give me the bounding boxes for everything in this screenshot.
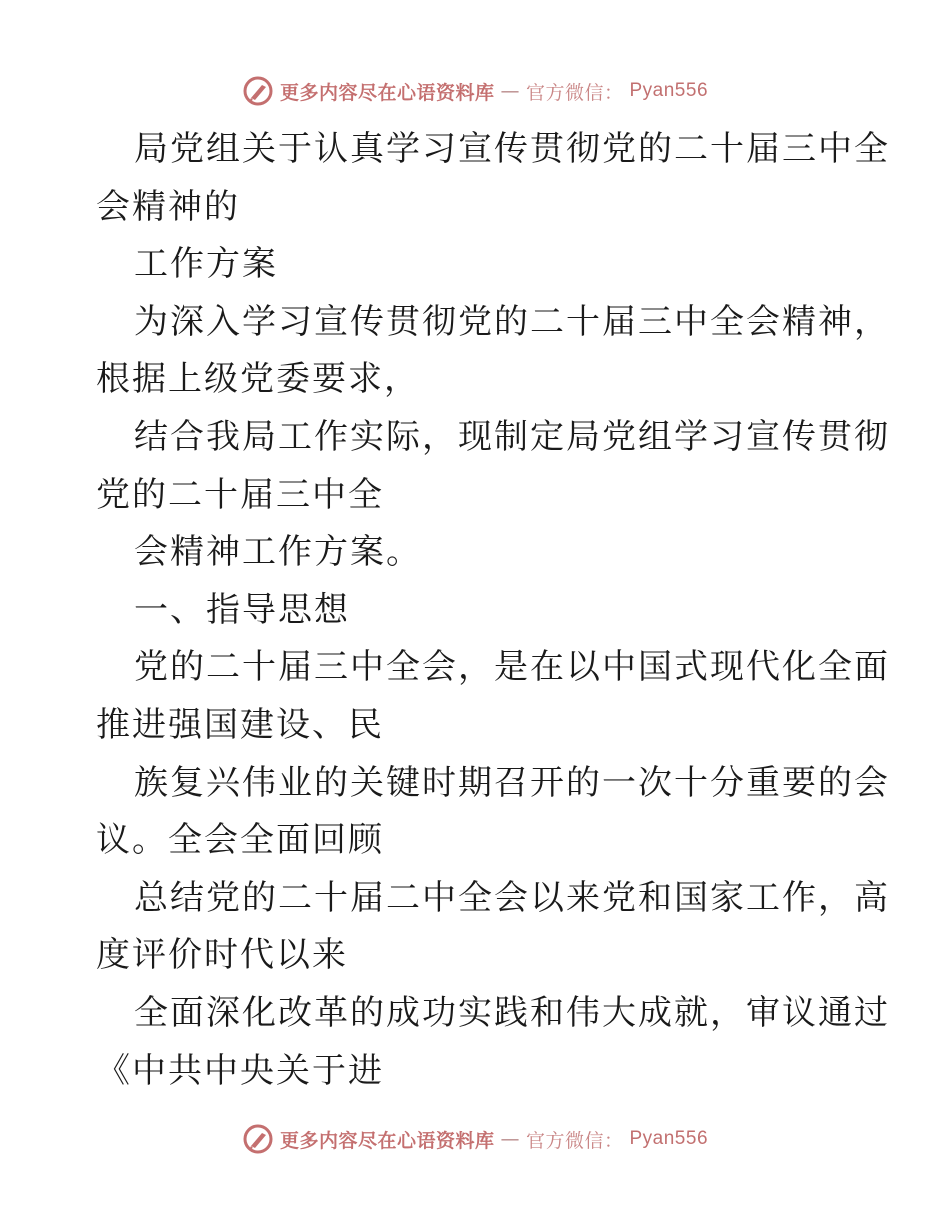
- watermark-header: [0, 71, 950, 111]
- doc-line: 推进强国建设、民: [96, 704, 384, 745]
- doc-line: 议。全会全面回顾: [96, 820, 384, 861]
- doc-line: 根据上级党委要求，: [96, 359, 420, 400]
- watermark-contact-label: 官方微信：: [525, 81, 624, 104]
- doc-line: 一、指导思想: [134, 589, 350, 630]
- watermark-separator: —: [500, 1128, 520, 1150]
- doc-line: 度评价时代以来: [96, 935, 348, 976]
- doc-line: 工作方案: [134, 244, 278, 285]
- watermark-text: 更多内容尽在心语资料库: [279, 1129, 495, 1152]
- doc-line: 党的二十届三中全: [96, 474, 384, 515]
- doc-line: 会精神的: [96, 186, 240, 227]
- watermark-separator: —: [500, 80, 520, 102]
- watermark-text: 更多内容尽在心语资料库: [279, 81, 495, 104]
- doc-line: 全面深化改革的成功实践和伟大成就，审议通过: [134, 992, 890, 1033]
- watermark-footer: [0, 1119, 950, 1159]
- doc-line: 《中共中央关于进: [96, 1050, 384, 1091]
- doc-line: 党的二十届三中全会，是在以中国式现代化全面: [134, 647, 890, 688]
- doc-line: 结合我局工作实际，现制定局党组学习宣传贯彻: [134, 416, 890, 457]
- doc-line: 族复兴伟业的关键时期召开的一次十分重要的会: [134, 762, 890, 803]
- pen-logo-icon: [242, 1123, 274, 1155]
- watermark-contact-label: 官方微信：: [525, 1129, 624, 1152]
- doc-line: 局党组关于认真学习宣传贯彻党的二十届三中全: [134, 129, 890, 169]
- doc-line: 总结党的二十届二中全会以来党和国家工作，高: [134, 877, 890, 918]
- document-body: [96, 121, 890, 1100]
- pen-logo-icon: [242, 75, 274, 107]
- doc-line: 为深入学习宣传贯彻党的二十届三中全会精神，: [134, 301, 890, 342]
- watermark-handle: Pyan556: [629, 80, 709, 101]
- doc-line: 会精神工作方案。: [134, 532, 422, 573]
- watermark-handle: Pyan556: [629, 1128, 709, 1149]
